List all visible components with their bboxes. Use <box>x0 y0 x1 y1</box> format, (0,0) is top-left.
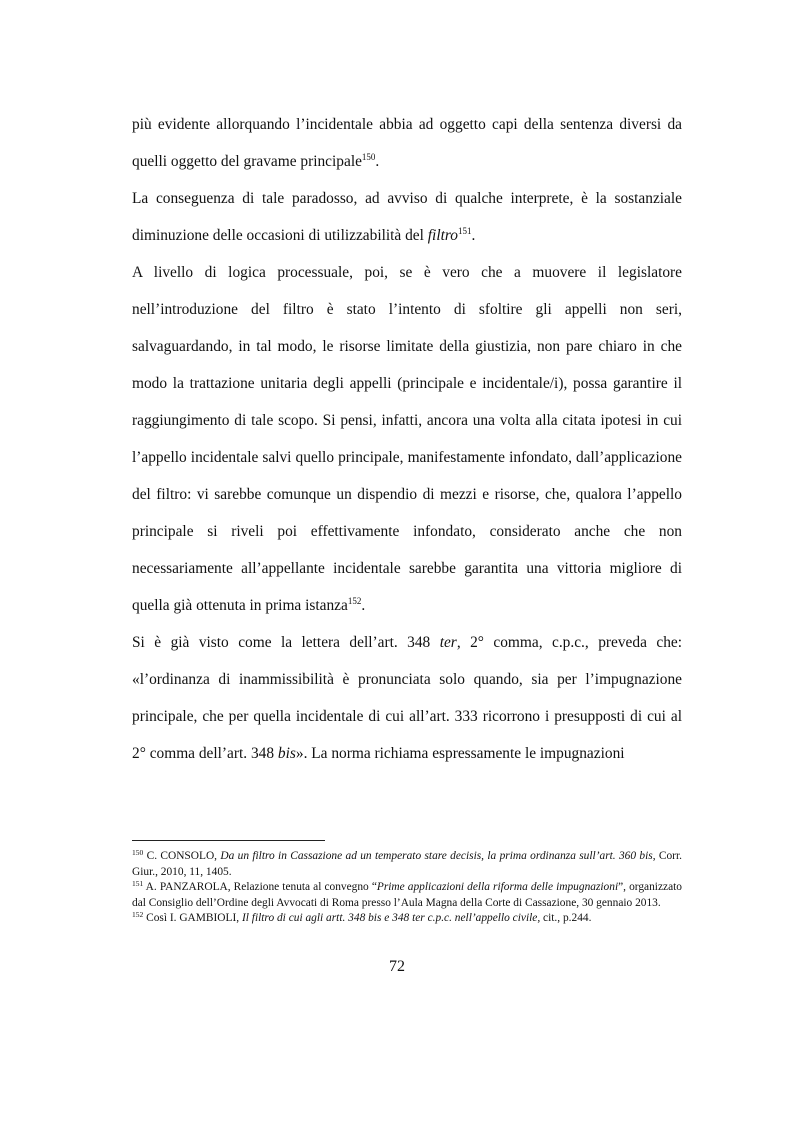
paragraph-text: Si è già visto come la lettera dell’art. 348 <box>132 634 440 651</box>
paragraph-text: , 2° comma, c.p.c., preveda che: «l’ordinanza di inammissibilità è pronunciata solo quando, sia per l’impugnazione principale, che per quella incidentale di cui all’art. 333 ricorrono i presupposti di cui al 2° comma dell’art. 348 <box>132 634 682 762</box>
italic-term: filtro <box>427 227 458 244</box>
footnote-separator <box>132 840 325 841</box>
paragraph-text: . <box>375 153 380 170</box>
footnote-text: A. PANZAROLA, Relazione tenuta al convegno “ <box>143 881 377 893</box>
footnote-title: Da un filtro in Cassazione ad un temperato stare decisis, la prima ordinanza sull’art. 360 bis <box>220 850 653 862</box>
paragraph-text: . <box>361 597 366 614</box>
italic-term: bis <box>277 745 296 762</box>
paragraph-text: La conseguenza di tale paradosso, ad avviso di qualche interprete, è la sostanziale diminuzione delle occasioni di utilizzabilità del <box>132 190 682 244</box>
document-body <box>132 106 682 772</box>
paragraph-1 <box>132 106 682 180</box>
footnote-150 <box>132 849 682 880</box>
paragraph-2 <box>132 180 682 254</box>
footnote-text: C. CONSOLO, <box>143 850 221 862</box>
paragraph-text: ». La norma richiama espressamente le impugnazioni <box>295 745 625 762</box>
footnotes <box>132 849 682 927</box>
footnote-151 <box>132 880 682 911</box>
paragraph-text: . <box>471 227 476 244</box>
page-number: 72 <box>389 958 405 975</box>
footnote-number: 151 <box>132 879 144 888</box>
footnote-title: Il filtro di cui agli artt. 348 bis e 348 ter c.p.c. nell’appello civile, <box>241 912 541 924</box>
footnote-ref-152[interactable]: 152 <box>347 596 362 606</box>
footnote-text: cit., p.244. <box>540 912 592 924</box>
footnote-number: 150 <box>132 848 144 857</box>
footnote-ref-150[interactable]: 150 <box>361 152 376 162</box>
footnote-number: 152 <box>132 910 144 919</box>
footnote-title: Prime applicazioni della riforma delle impugnazioni <box>376 881 619 893</box>
footnote-text: Così I. GAMBIOLI, <box>143 912 242 924</box>
paragraph-4 <box>132 624 682 772</box>
footnote-text: , Corr. Giur., 2010, 11, 1405. <box>132 850 682 878</box>
paragraph-3 <box>132 254 682 624</box>
footnote-ref-151[interactable]: 151 <box>457 226 472 236</box>
footnote-152 <box>132 911 682 927</box>
paragraph-text: più evidente allorquando l’incidentale abbia ad oggetto capi della sentenza diversi da quelli oggetto del gravame principale <box>132 116 682 170</box>
italic-term: ter <box>439 634 457 651</box>
footnote-text: ”, organizzato dal Consiglio dell’Ordine degli Avvocati di Roma presso l’Aula Magna della Corte di Cassazione, 30 gennaio 2013. <box>132 881 682 909</box>
paragraph-text: A livello di logica processuale, poi, se è vero che a muovere il legislatore nell’introduzione del filtro è stato l’intento di sfoltire gli appelli non seri, salvaguardando, in tal modo, le risorse limitate della giustizia, non pare chiaro in che modo la trattazione unitaria degli appelli (principale e incidentale/i), possa garantire il raggiungimento di tale scopo. Si pensi, infatti, ancora una volta alla citata ipotesi in cui l’appello incidentale salvi quello principale, manifestamente infondato, dall’applicazione del filtro: vi sarebbe comunque un dispendio di mezzi e risorse, che, qualora l’appello principale si riveli poi effettivamente infondato, considerato anche che non necessariamente all’appellante incidentale sarebbe garantita una vittoria migliore di quella già ottenuta in prima istanza <box>132 264 682 614</box>
